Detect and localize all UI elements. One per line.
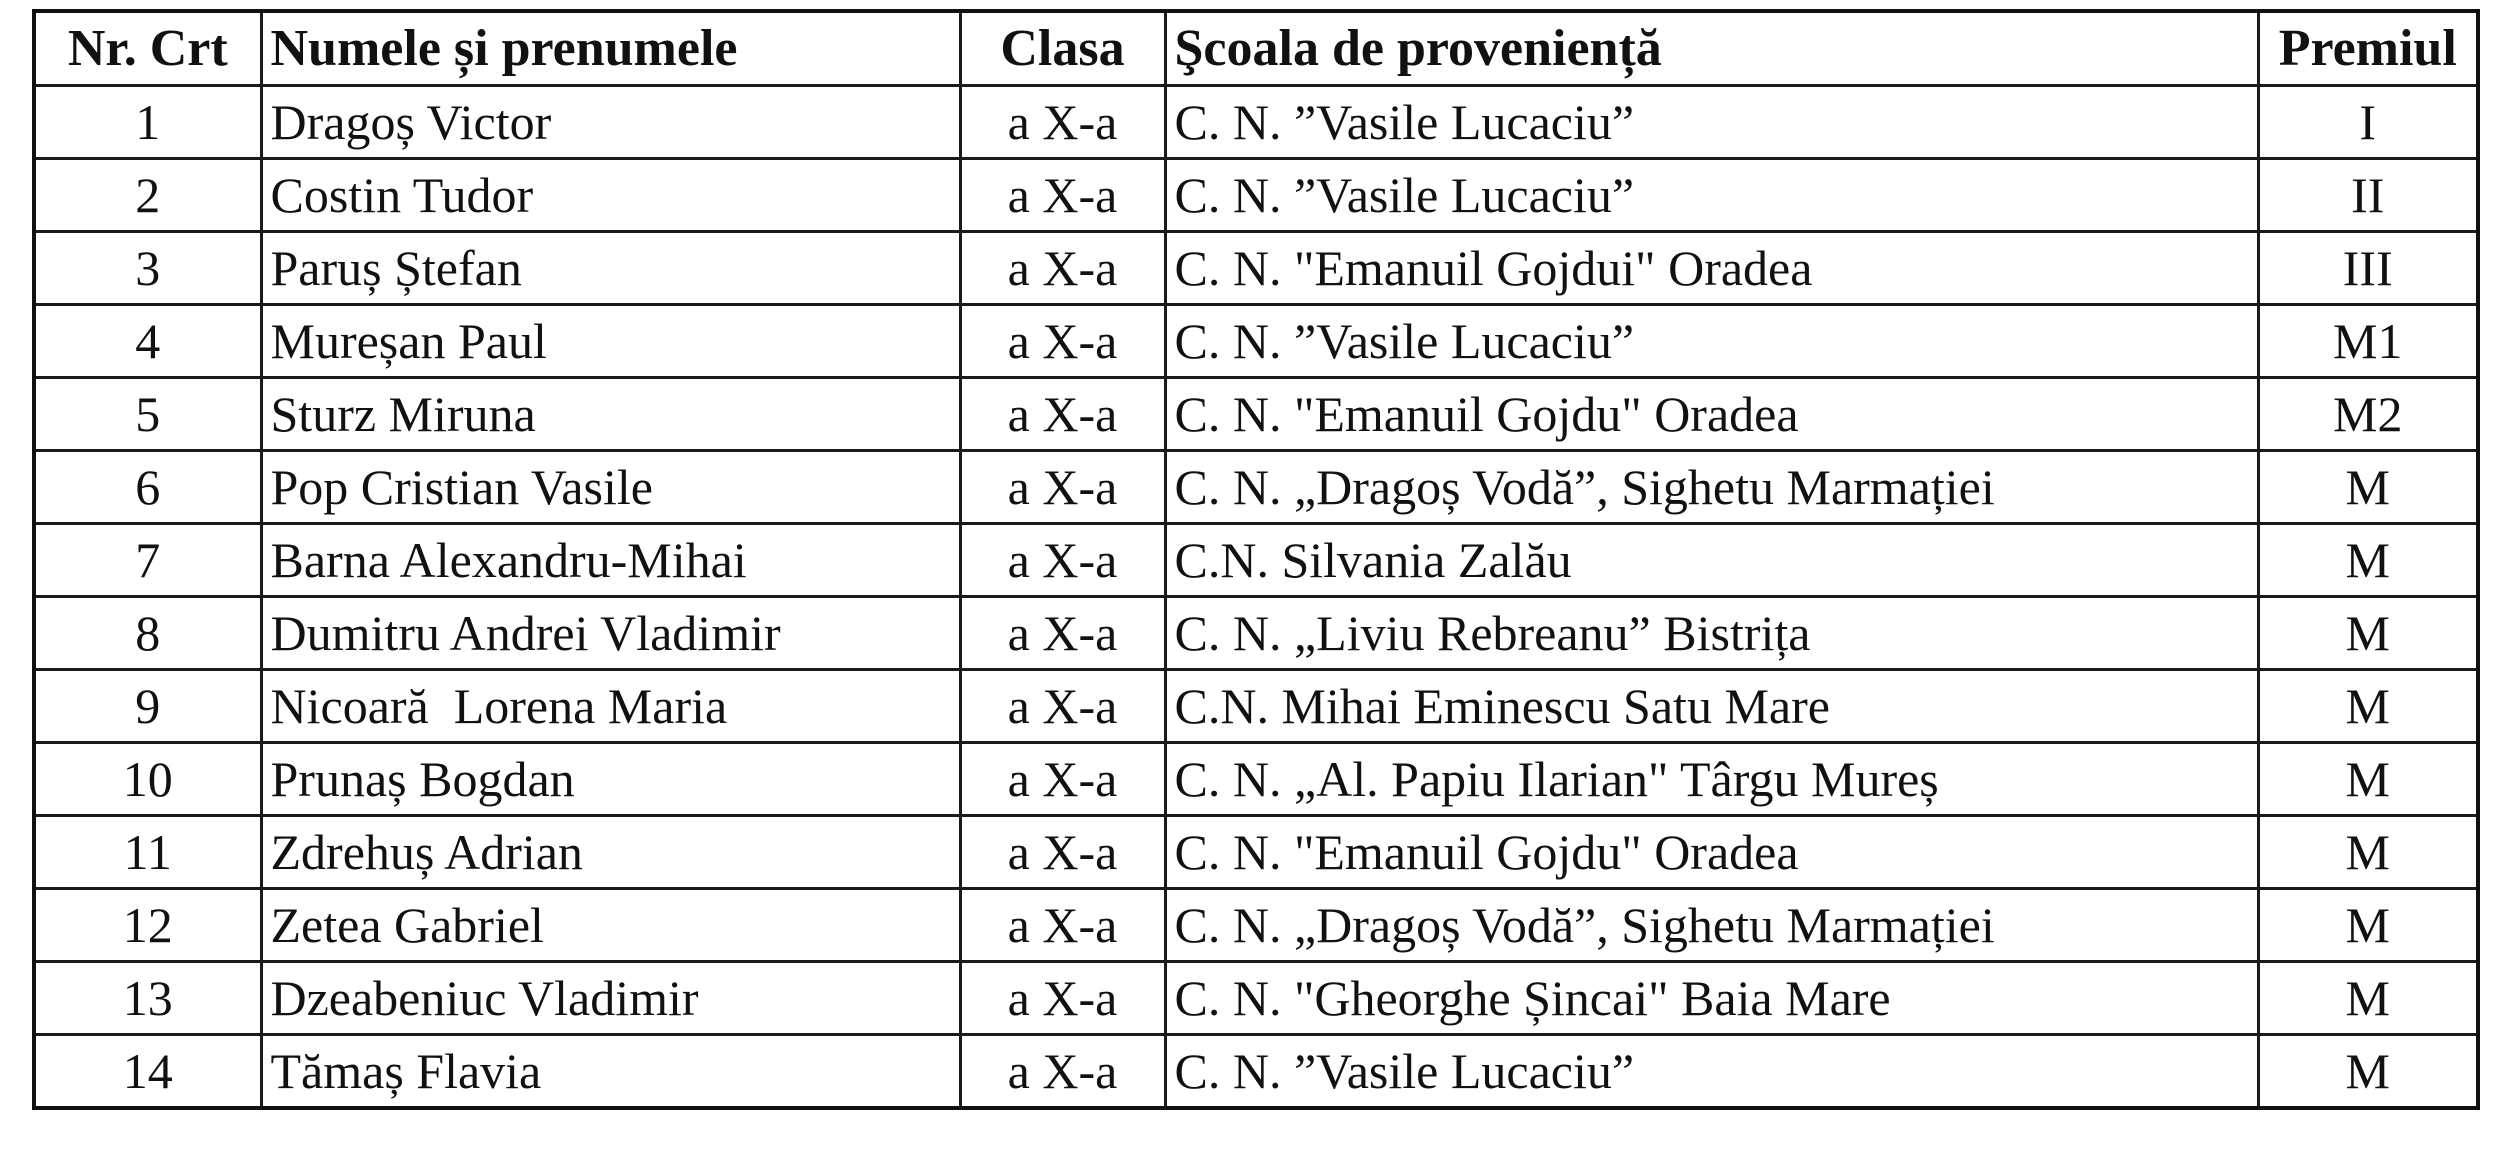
cell-school: C. N. „Dragoș Vodă”, Sighetu Marmației — [1165, 451, 2258, 524]
cell-prize: III — [2258, 232, 2478, 305]
cell-nr: 3 — [34, 232, 261, 305]
table-row — [34, 597, 2478, 670]
cell-name: Nicoară Lorena Maria — [261, 670, 960, 743]
header-nr-crt: Nr. Crt — [34, 11, 261, 86]
cell-prize: M — [2258, 816, 2478, 889]
cell-nr: 9 — [34, 670, 261, 743]
cell-prize: M — [2258, 1035, 2478, 1109]
cell-prize: M — [2258, 524, 2478, 597]
cell-nr: 8 — [34, 597, 261, 670]
cell-name: Tămaș Flavia — [261, 1035, 960, 1109]
cell-nr: 12 — [34, 889, 261, 962]
cell-prize: M — [2258, 962, 2478, 1035]
cell-class: a X-a — [960, 670, 1165, 743]
cell-school: C. N. ”Vasile Lucaciu” — [1165, 86, 2258, 159]
cell-class: a X-a — [960, 232, 1165, 305]
table-row — [34, 451, 2478, 524]
cell-class: a X-a — [960, 305, 1165, 378]
cell-class: a X-a — [960, 743, 1165, 816]
cell-class: a X-a — [960, 524, 1165, 597]
header-school: Şcoala de proveniență — [1165, 11, 2258, 86]
cell-prize: M — [2258, 451, 2478, 524]
cell-name: Sturz Miruna — [261, 378, 960, 451]
table-row — [34, 889, 2478, 962]
cell-name: Pop Cristian Vasile — [261, 451, 960, 524]
cell-nr: 10 — [34, 743, 261, 816]
table-row — [34, 816, 2478, 889]
cell-name: Dumitru Andrei Vladimir — [261, 597, 960, 670]
cell-class: a X-a — [960, 889, 1165, 962]
cell-name: Prunaș Bogdan — [261, 743, 960, 816]
table-row — [34, 962, 2478, 1035]
cell-school: C. N. ”Vasile Lucaciu” — [1165, 159, 2258, 232]
table-row — [34, 86, 2478, 159]
cell-name: Zetea Gabriel — [261, 889, 960, 962]
cell-school: C.N. Silvania Zalău — [1165, 524, 2258, 597]
cell-prize: M — [2258, 889, 2478, 962]
cell-class: a X-a — [960, 86, 1165, 159]
cell-name: Zdrehuș Adrian — [261, 816, 960, 889]
cell-school: C. N. "Gheorghe Șincai" Baia Mare — [1165, 962, 2258, 1035]
table-header — [34, 11, 2478, 86]
cell-school: C. N. "Emanuil Gojdui" Oradea — [1165, 232, 2258, 305]
cell-name: Dzeabeniuc Vladimir — [261, 962, 960, 1035]
cell-prize: M — [2258, 670, 2478, 743]
cell-class: a X-a — [960, 378, 1165, 451]
cell-school: C. N. „Al. Papiu Ilarian" Târgu Mureș — [1165, 743, 2258, 816]
cell-school: C.N. Mihai Eminescu Satu Mare — [1165, 670, 2258, 743]
cell-class: a X-a — [960, 159, 1165, 232]
table-row — [34, 232, 2478, 305]
table-row — [34, 743, 2478, 816]
results-sheet — [32, 9, 2480, 1110]
cell-school: C. N. ”Vasile Lucaciu” — [1165, 1035, 2258, 1109]
table-body — [34, 86, 2478, 1109]
cell-prize: M1 — [2258, 305, 2478, 378]
cell-nr: 2 — [34, 159, 261, 232]
cell-nr: 7 — [34, 524, 261, 597]
cell-prize: I — [2258, 86, 2478, 159]
cell-prize: M — [2258, 743, 2478, 816]
cell-class: a X-a — [960, 597, 1165, 670]
cell-school: C. N. „Liviu Rebreanu” Bistrița — [1165, 597, 2258, 670]
header-name: Numele și prenumele — [261, 11, 960, 86]
header-row — [34, 11, 2478, 86]
cell-nr: 14 — [34, 1035, 261, 1109]
cell-class: a X-a — [960, 451, 1165, 524]
table-row — [34, 305, 2478, 378]
cell-name: Paruș Ștefan — [261, 232, 960, 305]
cell-school: C. N. „Dragoș Vodă”, Sighetu Marmației — [1165, 889, 2258, 962]
cell-name: Mureșan Paul — [261, 305, 960, 378]
cell-class: a X-a — [960, 1035, 1165, 1109]
cell-prize: M — [2258, 597, 2478, 670]
cell-school: C. N. "Emanuil Gojdu" Oradea — [1165, 816, 2258, 889]
cell-nr: 1 — [34, 86, 261, 159]
cell-class: a X-a — [960, 962, 1165, 1035]
header-class: Clasa — [960, 11, 1165, 86]
cell-nr: 5 — [34, 378, 261, 451]
cell-school: C. N. ”Vasile Lucaciu” — [1165, 305, 2258, 378]
cell-school: C. N. "Emanuil Gojdu" Oradea — [1165, 378, 2258, 451]
cell-name: Costin Tudor — [261, 159, 960, 232]
cell-prize: M2 — [2258, 378, 2478, 451]
header-prize: Premiul — [2258, 11, 2478, 86]
cell-class: a X-a — [960, 816, 1165, 889]
cell-prize: II — [2258, 159, 2478, 232]
table-row — [34, 159, 2478, 232]
cell-name: Barna Alexandru-Mihai — [261, 524, 960, 597]
results-table — [32, 9, 2480, 1110]
cell-nr: 11 — [34, 816, 261, 889]
table-row — [34, 378, 2478, 451]
table-row — [34, 670, 2478, 743]
cell-name: Dragoș Victor — [261, 86, 960, 159]
table-row — [34, 1035, 2478, 1109]
cell-nr: 13 — [34, 962, 261, 1035]
cell-nr: 4 — [34, 305, 261, 378]
cell-nr: 6 — [34, 451, 261, 524]
table-row — [34, 524, 2478, 597]
